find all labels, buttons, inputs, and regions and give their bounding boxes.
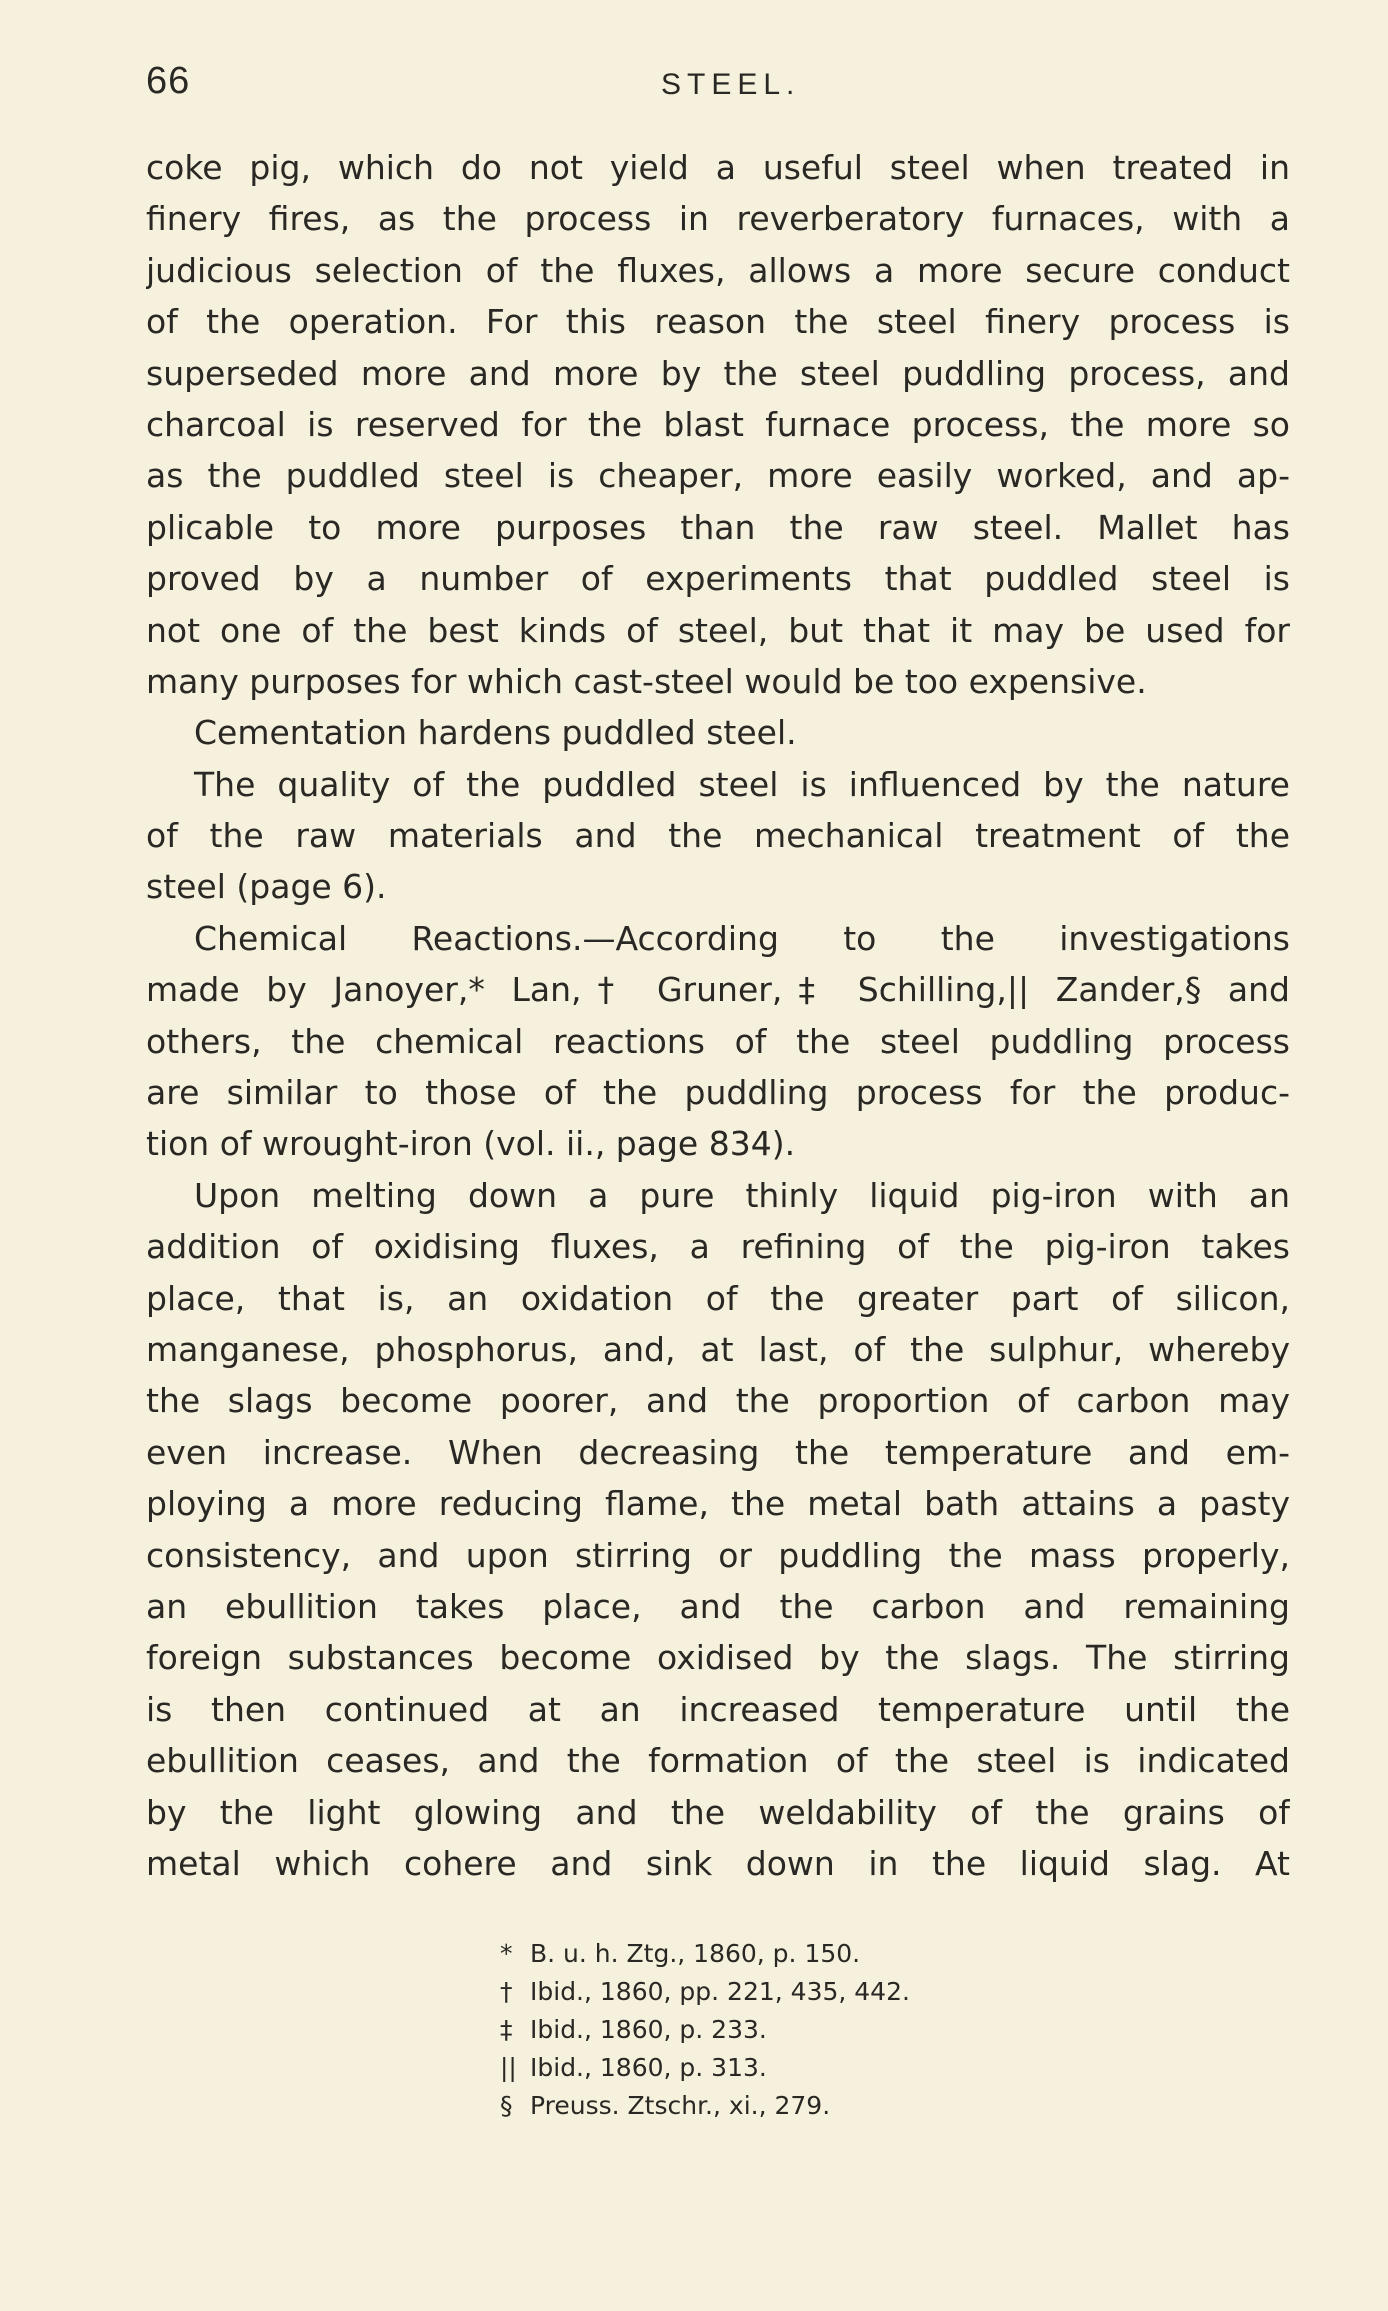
text-line: steel (page 6). [146, 867, 387, 907]
footnote-mark: § [500, 2091, 513, 2120]
text-line: even increase. When decreasing the temperature and em- [146, 1432, 1290, 1472]
text-line: coke pig, which do not yield a useful steel when treated in [146, 148, 1290, 187]
page-header [146, 60, 1296, 110]
text-line: many purposes for which cast-steel would be too expensive. [146, 661, 1147, 701]
text-line: finery fires, as the process in reverberatory furnaces, with a [146, 199, 1290, 239]
text-line: manganese, phosphorus, and, at last, of the sulphur, whereby [146, 1329, 1290, 1369]
text-line: not one of the best kinds of steel, but that it may be used for [146, 610, 1290, 650]
text-line: Chemical Reactions.—According to the investigations [194, 918, 1290, 958]
footnote-text: Preuss. Ztschr., xi., 279. [530, 2091, 831, 2120]
text-line: others, the chemical reactions of the steel puddling process [146, 1021, 1290, 1061]
text-line: of the raw materials and the mechanical treatment of the [146, 816, 1290, 856]
footnote-text: Ibid., 1860, p. 313. [530, 2053, 767, 2082]
text-line: of the operation. For this reason the steel finery process is [146, 302, 1290, 342]
text-line: tion of wrought-iron (vol. ii., page 834). [146, 1124, 796, 1164]
footnote [500, 2087, 1020, 2125]
footnote [500, 1935, 1020, 1973]
text-line: addition of oxidising fluxes, a refining of the pig-iron takes [146, 1227, 1290, 1267]
text-line: by the light glowing and the weldability of the grains of [146, 1792, 1290, 1832]
footnote [500, 2011, 1020, 2049]
text-line: metal which cohere and sink down in the liquid slag. At [146, 1843, 1290, 1883]
text-line: Cementation hardens puddled steel. [194, 713, 797, 753]
footnote-text: Ibid., 1860, p. 233. [530, 2015, 767, 2044]
footnote-mark: || [500, 2053, 517, 2082]
running-head: STEEL. [661, 68, 801, 101]
footnote-mark: * [500, 1939, 513, 1968]
page-number: 66 [146, 60, 191, 102]
footnote [500, 1973, 1020, 2011]
text-line: place, that is, an oxidation of the greater part of silicon, [146, 1278, 1290, 1318]
text-line: an ebullition takes place, and the carbon and remaining [146, 1586, 1290, 1626]
text-line: The quality of the puddled steel is influenced by the nature [194, 764, 1290, 804]
text-line: the slags become poorer, and the proportion of carbon may [146, 1381, 1290, 1421]
text-line: ebullition ceases, and the formation of the steel is indicated [146, 1741, 1290, 1781]
text-line: plicable to more purposes than the raw steel. Mallet has [146, 507, 1290, 547]
footnote-text: Ibid., 1860, pp. 221, 435, 442. [530, 1977, 910, 2006]
text-line: charcoal is reserved for the blast furnace process, the more so [146, 404, 1290, 444]
footnote-mark: † [500, 1977, 513, 2006]
text-line: ploying a more reducing flame, the metal bath attains a pasty [146, 1484, 1290, 1524]
text-line: consistency, and upon stirring or puddling the mass properly, [146, 1535, 1290, 1575]
text-line: Upon melting down a pure thinly liquid pig-iron with an [194, 1175, 1290, 1215]
text-line: proved by a number of experiments that puddled steel is [146, 559, 1290, 599]
body-text [146, 142, 1290, 1889]
text-line: superseded more and more by the steel puddling process, and [146, 353, 1290, 393]
text-line: made by Janoyer,* Lan,† Gruner,‡ Schilling,|| Zander,§ and [146, 970, 1290, 1010]
text-line: is then continued at an increased temperature until the [146, 1689, 1290, 1729]
text-line: foreign substances become oxidised by the slags. The stirring [146, 1638, 1290, 1678]
footnote-text: B. u. h. Ztg., 1860, p. 150. [530, 1939, 861, 1968]
text-line: are similar to those of the puddling process for the produc- [146, 1073, 1290, 1113]
text-line: as the puddled steel is cheaper, more easily worked, and ap- [146, 456, 1290, 496]
footnote [500, 2049, 1020, 2087]
footnote-mark: ‡ [500, 2015, 513, 2044]
footnotes [500, 1935, 1020, 2125]
text-line: judicious selection of the fluxes, allows a more secure conduct [146, 250, 1290, 290]
